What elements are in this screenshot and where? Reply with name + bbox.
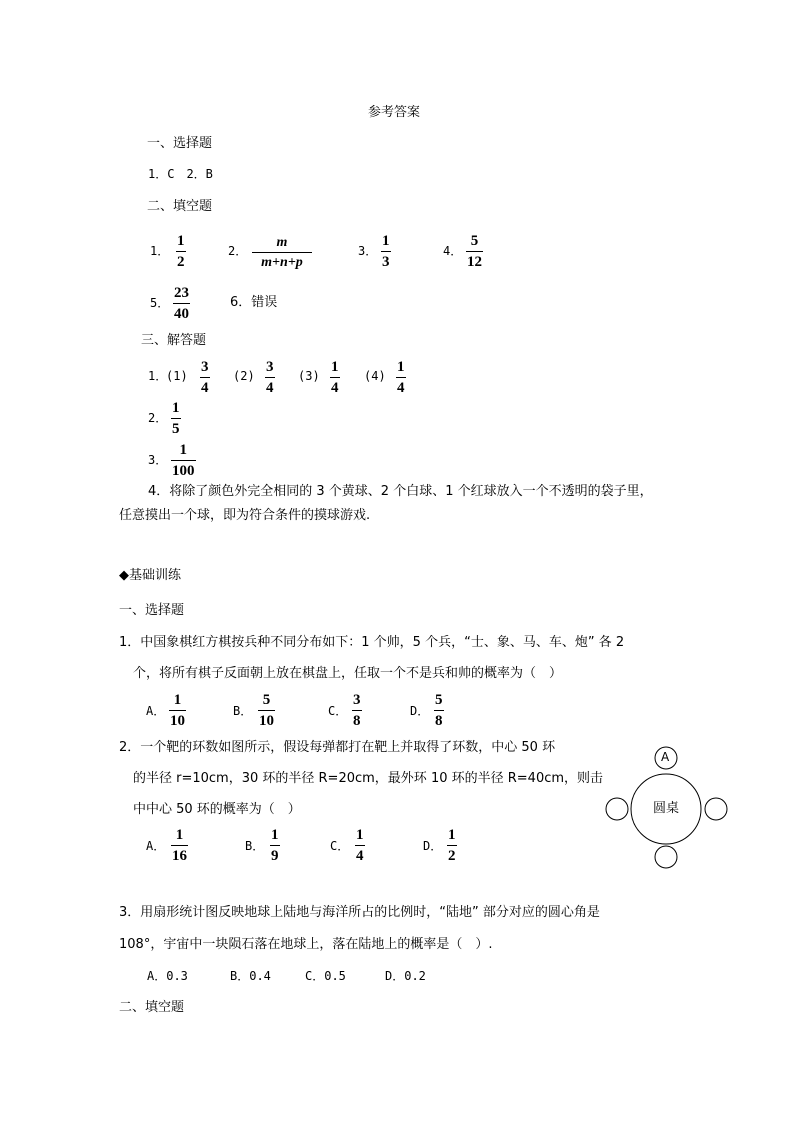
fraction: 1 100 xyxy=(172,442,195,479)
solve-label-3: 3． xyxy=(148,453,168,467)
option-c: C． xyxy=(328,704,348,718)
option-d: D． xyxy=(423,839,443,853)
fill-label-3: 3． xyxy=(358,244,378,258)
section-heading-fill: 二、填空题 xyxy=(147,199,213,214)
fill-label-2: 2． xyxy=(228,244,248,258)
option-c: C．0.5 xyxy=(305,969,346,983)
choice-answers: 1．C 2．B xyxy=(148,167,213,181)
question-1-line2: 个，将所有棋子反面朝上放在棋盘上，任取一个不是兵和帅的概率为（ ） xyxy=(133,666,563,681)
option-a: A． xyxy=(146,839,166,853)
page-title: 参考答案 xyxy=(368,105,421,120)
section-heading-choice: 一、选择题 xyxy=(147,136,213,151)
question-3-line1: 3．用扇形统计图反映地球上陆地与海洋所占的比例时，“陆地” 部分对应的圆心角是 xyxy=(119,905,600,920)
fill-label-5: 5． xyxy=(150,296,170,310)
option-d: D． xyxy=(410,704,430,718)
section-heading-training: ◆基础训练 xyxy=(119,568,181,583)
option-a: A．0.3 xyxy=(147,969,188,983)
fraction: 1 2 xyxy=(177,233,185,270)
solve-label-1: 1． xyxy=(148,369,168,383)
fraction: 1 10 xyxy=(170,692,185,729)
option-d: D．0.2 xyxy=(385,969,426,983)
fraction: 1 9 xyxy=(271,827,279,864)
question-2-line3: 中中心 50 环的概率为（ ） xyxy=(133,802,301,817)
fraction: 1 4 xyxy=(331,359,339,396)
question-2-line2: 的半径 r=10cm，30 环的半径 R=20cm，最外环 10 环的半径 R=40cm，则击 xyxy=(133,771,604,786)
fraction: 1 3 xyxy=(382,233,390,270)
round-table-figure xyxy=(598,742,738,872)
fraction: 5 12 xyxy=(467,233,482,270)
fraction: 1 5 xyxy=(172,400,180,437)
fraction: 3 4 xyxy=(201,359,209,396)
section-heading-solve: 三、解答题 xyxy=(141,333,207,348)
fraction: 3 8 xyxy=(353,692,361,729)
part-label: (1) xyxy=(166,369,188,383)
option-b: B．0.4 xyxy=(230,969,271,983)
table-label: 圆桌 xyxy=(653,801,680,816)
fraction: 1 4 xyxy=(397,359,405,396)
part-label: (3) xyxy=(298,369,320,383)
question-1-line1: 1．中国象棋红方棋按兵种不同分布如下：1 个帅，5 个兵，“士、象、马、车、炮” 各 2 xyxy=(119,635,625,650)
question-2-line1: 2．一个靶的环数如图所示，假设每弹都打在靶上并取得了环数，中心 50 环 xyxy=(119,740,556,755)
solve-label-2: 2． xyxy=(148,411,168,425)
fraction: 1 4 xyxy=(356,827,364,864)
fraction: m m+n+p xyxy=(252,236,312,270)
section-heading-choice-2: 一、选择题 xyxy=(119,603,185,618)
solve-answer-4-line2: 任意摸出一个球，即为符合条件的摸球游戏. xyxy=(119,508,371,523)
fill-label-1: 1． xyxy=(150,244,170,258)
fraction: 23 40 xyxy=(174,285,189,322)
fill-answer-6: 6．错误 xyxy=(230,295,278,310)
part-label: (4) xyxy=(364,369,386,383)
fraction: 5 10 xyxy=(259,692,274,729)
option-c: C． xyxy=(330,839,350,853)
fill-label-4: 4． xyxy=(443,244,463,258)
fraction: 3 4 xyxy=(266,359,274,396)
question-3-line2: 108°，宇宙中一块陨石落在地球上，落在陆地上的概率是（ ）. xyxy=(119,937,493,952)
seat-a-label: A xyxy=(661,750,670,764)
fraction: 1 2 xyxy=(448,827,456,864)
solve-answer-4-line1: 4．将除了颜色外完全相同的 3 个黄球、2 个白球、1 个红球放入一个不透明的袋子里， xyxy=(148,484,653,499)
option-b: B． xyxy=(245,839,265,853)
fraction: 1 16 xyxy=(172,827,187,864)
fraction: 5 8 xyxy=(435,692,443,729)
section-heading-fill-2: 二、填空题 xyxy=(119,1000,185,1015)
option-a: A． xyxy=(146,704,166,718)
option-b: B． xyxy=(233,704,253,718)
part-label: (2) xyxy=(233,369,255,383)
